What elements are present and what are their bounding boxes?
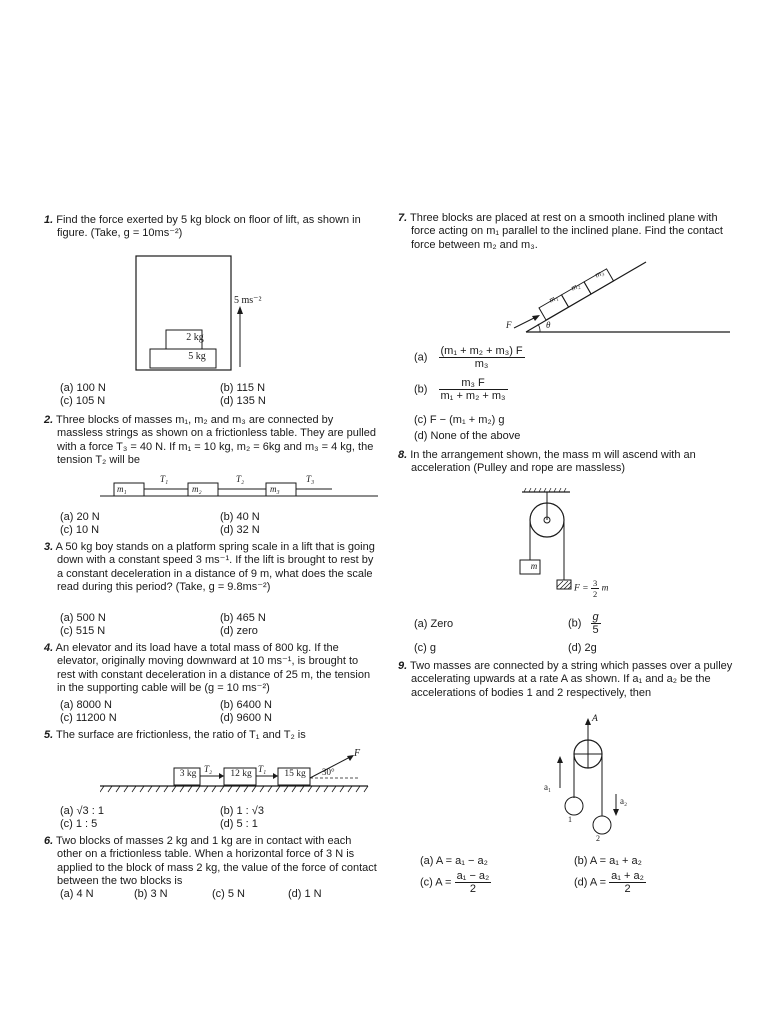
option-c[interactable]: (c) 11200 N	[60, 711, 117, 724]
denominator: 2	[624, 883, 631, 895]
option-c[interactable]: (c) 5 N	[212, 888, 245, 900]
block-12kg-label: 12 kg	[230, 769, 252, 779]
q9-option-c[interactable]	[420, 870, 491, 895]
question-6	[44, 835, 379, 889]
t1-label: T₁	[160, 474, 169, 484]
denominator: 2	[469, 883, 476, 895]
m3-label: m₃	[593, 267, 606, 280]
option-a[interactable]: (a) 500 N	[60, 612, 106, 624]
force-label	[574, 578, 608, 599]
option-a[interactable]: (a) 100 N	[60, 382, 106, 394]
t3-label: T₃	[306, 474, 315, 484]
option-label: (b)	[568, 617, 582, 630]
option-c[interactable]: (c) 1 : 5	[60, 817, 98, 830]
m2-label: m₂	[192, 484, 202, 494]
q9-option-a[interactable]: (a) A = a₁ − a₂	[420, 855, 488, 867]
t2-label: T₂	[204, 764, 213, 774]
question-text: In the arrangement shown, the mass m will ascend with an acceleration (Pulley and rope are massless)	[410, 449, 696, 475]
option-label: (b)	[414, 383, 428, 396]
force-label: F	[506, 320, 512, 330]
m3-label: m₃	[270, 484, 280, 494]
question-7	[398, 212, 733, 252]
option-b[interactable]: (b) 6400 N	[220, 699, 272, 711]
question-text: A 50 kg boy stands on a platform spring scale in a lift that is going down with a constant speed 3 ms⁻¹. If the lift is brought to rest by a constant deceleration in a distance of 9 m, what does the scale read during this period? (Take, g = 9.8ms⁻²)	[55, 541, 375, 594]
mass-2-label: 2	[596, 834, 600, 843]
t1-label: T₁	[258, 764, 267, 774]
question-text: Three blocks are placed at rest on a smooth inclined plane with force acting on m₁ parallel to the inclined plane. Find the contact force between m₂ and m₃.	[410, 212, 723, 251]
m1-label: m₁	[547, 292, 560, 305]
m1-label: m₁	[117, 484, 127, 494]
q7-option-a[interactable]	[414, 345, 525, 370]
question-text: The surface are frictionless, the ratio of T₁ and T₂ is	[56, 729, 306, 741]
arrowhead	[237, 306, 243, 314]
option-d[interactable]: (d) 9600 N	[220, 711, 272, 724]
fraction	[455, 870, 492, 895]
question-number: 6.	[44, 835, 54, 847]
option-c[interactable]: (c) 10 N	[60, 523, 100, 536]
block-5kg-label: 5 kg	[188, 351, 206, 362]
block-2kg-label: 2 kg	[186, 332, 204, 343]
question-number: 4.	[44, 642, 54, 654]
question-number: 3.	[44, 541, 54, 553]
option-b[interactable]: (b) 3 N	[134, 888, 168, 900]
q8-option-c[interactable]: (c) g	[414, 642, 436, 654]
q9-option-d[interactable]	[574, 870, 646, 895]
m2-label: m₂	[569, 280, 582, 293]
fraction	[609, 870, 646, 895]
option-d[interactable]: (d) zero	[220, 624, 258, 637]
question-text: Two masses are connected by a string which passes over a pulley accelerating upwards at a rate A as shown. If a₁ and a₂ be the accelerations of bodies 1 and 2 respectively, then	[410, 660, 733, 699]
accel-label: 5 ms⁻²	[234, 295, 262, 306]
q7-option-d[interactable]: (d) None of the above	[414, 430, 521, 442]
question-number: 7.	[398, 212, 408, 224]
question-number: 8.	[398, 449, 408, 461]
fraction	[591, 611, 601, 636]
question-3	[44, 541, 379, 595]
angle-label: 30°	[322, 767, 335, 777]
q4-options	[44, 697, 379, 725]
option-a[interactable]: (a) √3 : 1	[60, 805, 104, 817]
option-c[interactable]: (c) 515 N	[60, 624, 106, 637]
force-text: F =	[574, 583, 591, 594]
question-number: 2.	[44, 414, 54, 426]
denominator: 2	[592, 589, 598, 599]
question-number: 9.	[398, 660, 408, 672]
option-b[interactable]: (b) 115 N	[220, 382, 266, 394]
q5-options	[44, 803, 379, 831]
block-15kg-label: 15 kg	[284, 769, 306, 779]
question-4	[44, 642, 379, 696]
option-d[interactable]: (d) 5 : 1	[220, 817, 258, 830]
numerator: a₁ − a₂	[456, 870, 490, 882]
denominator: m₁ + m₂ + m₃	[440, 390, 506, 402]
fraction	[439, 345, 525, 370]
q8-option-b[interactable]	[568, 611, 601, 636]
question-text: Three blocks of masses m₁, m₂ and m₃ are connected by massless strings as shown on a frictionless table. They are pulled with a force T₃ = 40 N. If m₁ = 10 kg, m₂ = 6kg and m₃ = 4 kg, the tension T₂ will be	[56, 414, 376, 467]
option-a[interactable]: (a) 4 N	[60, 888, 94, 900]
angle-label: θ	[546, 320, 551, 330]
question-8	[398, 449, 733, 476]
numerator: (m₁ + m₂ + m₃) F	[440, 345, 523, 357]
denominator: 5	[592, 624, 599, 636]
question-1	[44, 214, 379, 241]
q7-option-b[interactable]	[414, 377, 508, 402]
numerator: m₃ F	[439, 377, 508, 390]
q3-options	[44, 610, 379, 638]
q8-option-a[interactable]: (a) Zero	[414, 618, 454, 630]
option-label: (d) A =	[574, 876, 607, 889]
accelerating-pulley-figure	[544, 718, 624, 840]
q2-options	[44, 509, 379, 537]
t2-label: T₂	[236, 474, 245, 484]
option-d[interactable]: (d) 32 N	[220, 523, 260, 536]
question-number: 1.	[44, 214, 54, 226]
option-label: (c) A =	[420, 876, 452, 889]
q7-option-c[interactable]: (c) F − (m₁ + m₂) g	[414, 414, 505, 426]
question-9	[398, 660, 733, 700]
inclined-plane-figure	[506, 258, 731, 338]
fraction	[439, 377, 508, 402]
q8-option-d[interactable]: (d) 2g	[568, 642, 597, 654]
a1-label: a₁	[544, 782, 552, 792]
question-text: An elevator and its load have a total mass of 800 kg. If the elevator, originally moving downward at 10 ms⁻¹, is brought to rest with constant deceleration in a distance of 25 m, the tension in the supporting cable will be (g = 10 ms⁻²)	[55, 642, 371, 695]
option-a[interactable]: (a) 8000 N	[60, 699, 112, 711]
fraction	[591, 578, 599, 599]
block-3kg-label: 3 kg	[179, 769, 197, 779]
option-a[interactable]: (a) 20 N	[60, 511, 100, 523]
numerator: 3	[592, 578, 598, 588]
q9-option-b[interactable]: (b) A = a₁ + a₂	[574, 855, 642, 867]
question-text: Find the force exerted by 5 kg block on floor of lift, as shown in figure. (Take, g = 10ms⁻²)	[56, 214, 361, 240]
option-b[interactable]: (b) 1 : √3	[220, 805, 264, 817]
mass-label: m	[530, 561, 538, 571]
question-5	[44, 729, 379, 742]
option-d[interactable]: (d) 135 N	[220, 394, 266, 407]
option-b[interactable]: (b) 40 N	[220, 511, 260, 523]
numerator: a₁ + a₂	[611, 870, 644, 882]
a2-label: a₂	[620, 796, 628, 806]
q6-options	[44, 888, 379, 901]
option-d[interactable]: (d) 1 N	[288, 888, 322, 900]
option-c[interactable]: (c) 105 N	[60, 394, 106, 407]
option-label: (a)	[414, 351, 428, 364]
question-number: 5.	[44, 729, 54, 741]
mass-1-label: 1	[568, 815, 572, 824]
q1-options	[44, 380, 379, 408]
numerator: g	[592, 611, 599, 623]
question-text: Two blocks of masses 2 kg and 1 kg are in contact with each other on a frictionless table. When a horizontal force of 3 N is applied to the block of mass 2 kg, the value of the force of contact between the two blocks is	[56, 835, 377, 888]
denominator: m₃	[474, 358, 489, 370]
A-label: A	[592, 714, 598, 724]
option-b[interactable]: (b) 465 N	[220, 612, 266, 624]
question-2	[44, 414, 379, 468]
force-label: F	[354, 748, 361, 759]
force-mass: m	[601, 583, 609, 594]
